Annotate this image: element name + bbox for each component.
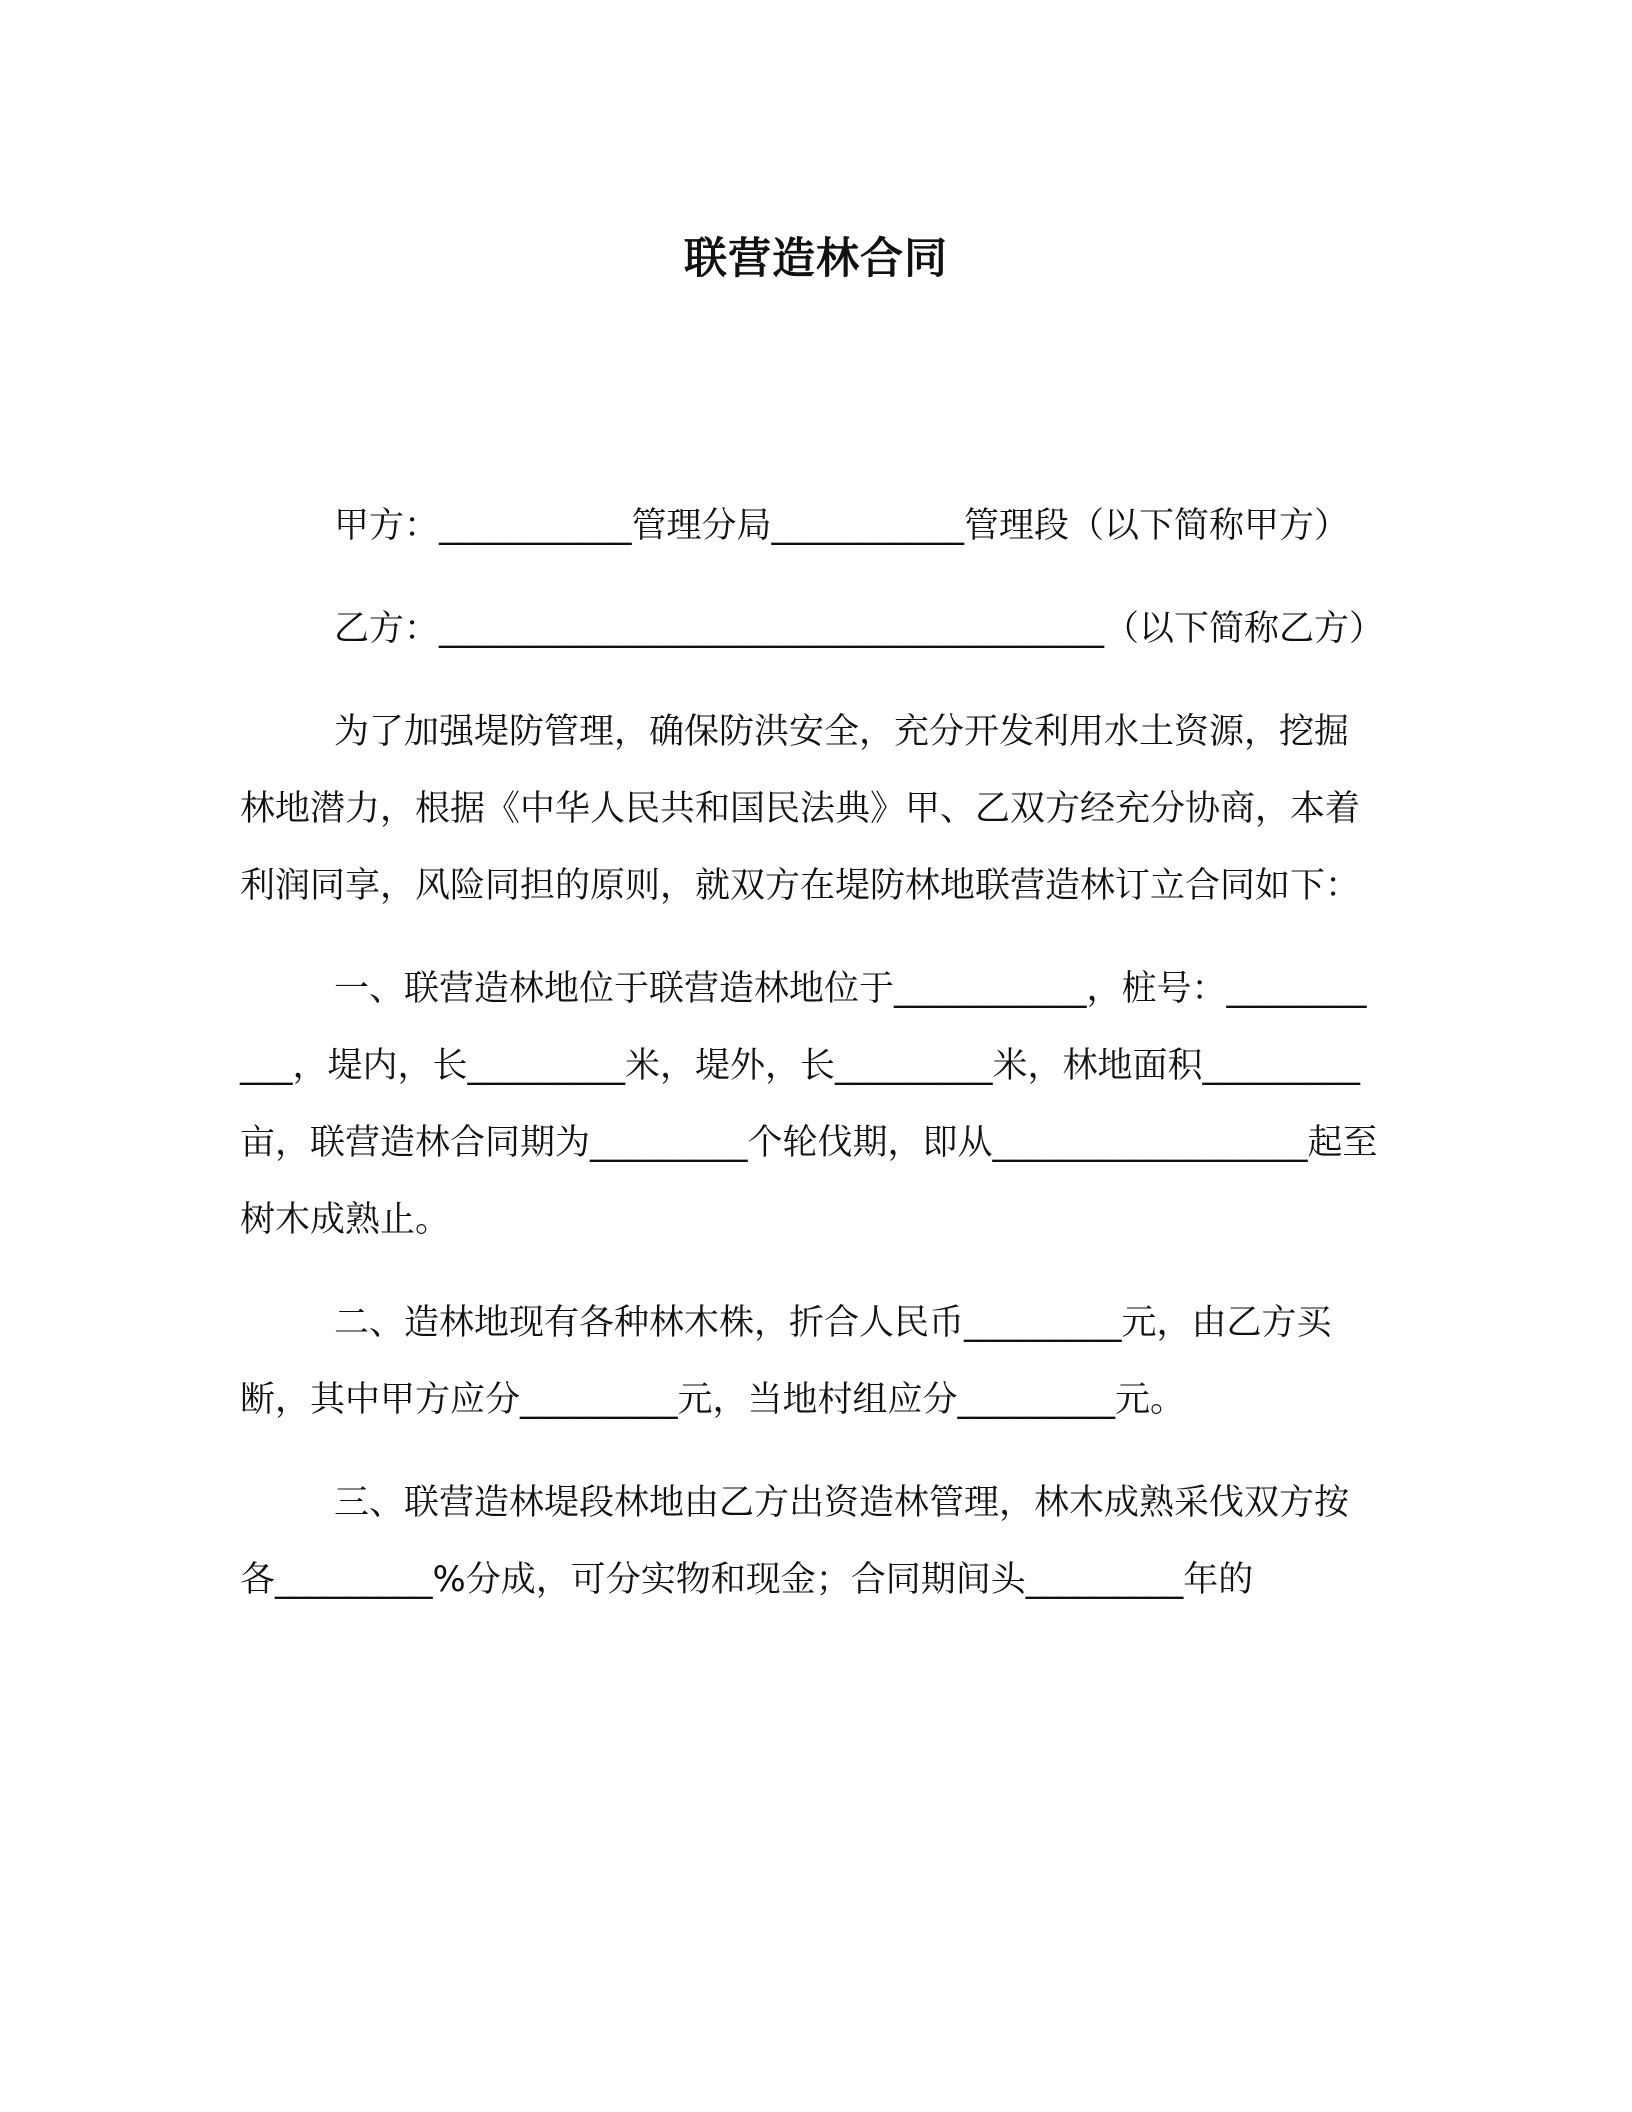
preamble-paragraph: 为了加强堤防管理，确保防洪安全，充分开发利用水土资源，挖掘林地潜力，根据《中华人民共和国民法典》甲、乙双方经充分协商，本着利润同享，风险同担的原则，就双方在堤防林地联营造林订立合同如下： (240, 712, 1361, 906)
clause-3-paragraph: 三、联营造林堤段林地由乙方出资造林管理，林木成熟采伐双方按各_________%分成，可分实物和现金；合同期间头_________年的 (240, 1483, 1350, 1600)
document-title: 联营造林合同 (684, 234, 948, 284)
party-a-line: 甲方：___________管理分局___________管理段（以下简称甲方） (334, 506, 1350, 546)
clause-2-paragraph: 二、造林地现有各种林木株，折合人民币_________元，由乙方买断，其中甲方应分_________元，当地村组应分_________元。 (240, 1303, 1332, 1420)
party-b-line: 乙方：______________________________________（以下简称乙方） (334, 609, 1385, 649)
clause-1-paragraph: 一、联营造林地位于联营造林地位于___________，桩号：___________，堤内，长_________米，堤外，长_________米，林地面积_________亩，联营造林合同期为_________个轮伐期，即从__________________起至树木成熟止。 (240, 969, 1378, 1240)
document-body (240, 488, 1385, 1645)
